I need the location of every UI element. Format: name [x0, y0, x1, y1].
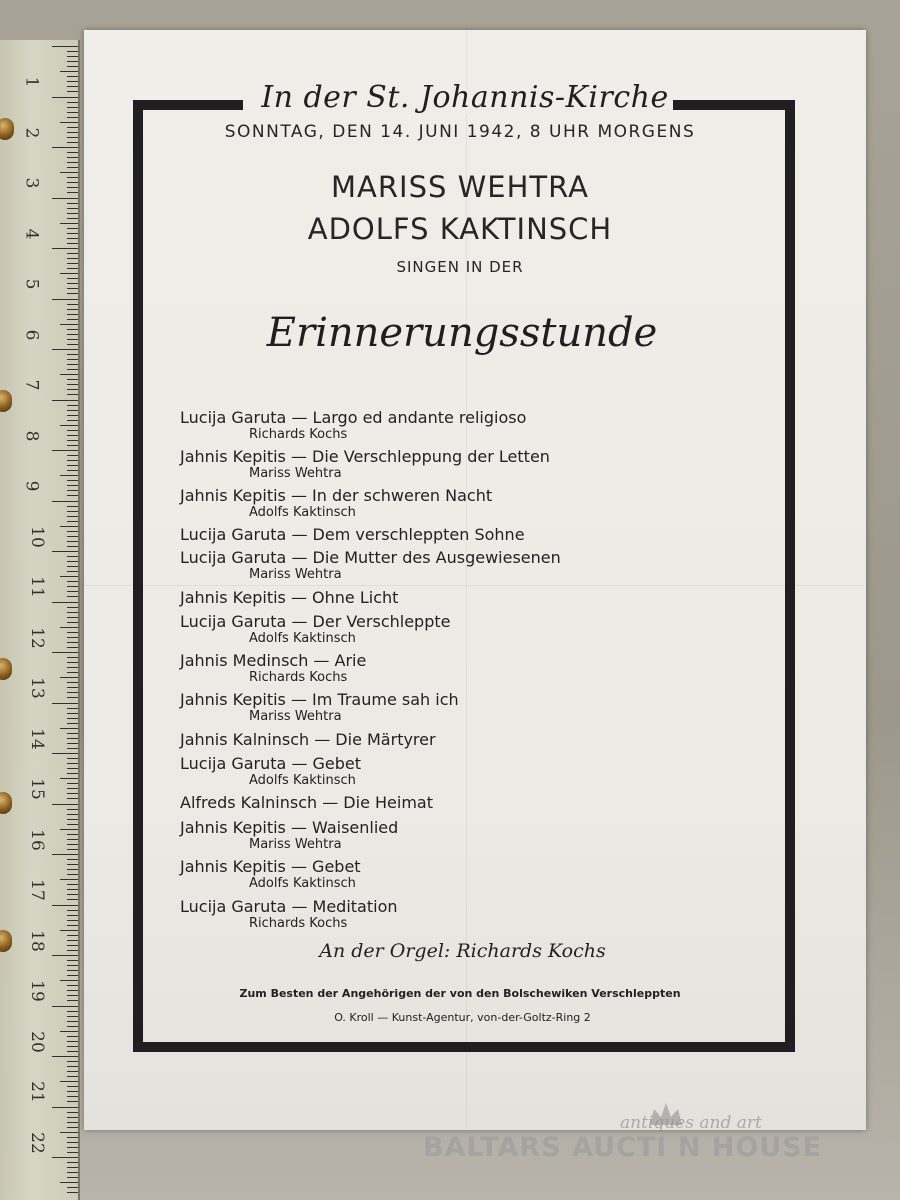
- ruler-tick: [67, 364, 78, 365]
- program-singer: Adolfs Kaktinsch: [249, 773, 356, 788]
- ruler-tick: [67, 682, 78, 683]
- ruler-tick: [67, 228, 78, 229]
- ruler-tick: [67, 465, 78, 466]
- ruler-tick: [67, 990, 78, 991]
- ruler-tick: [60, 172, 78, 173]
- ruler-tick: [67, 738, 78, 739]
- ruler-tick: [67, 192, 78, 193]
- program-singer: Mariss Wehtra: [249, 466, 342, 481]
- program-work: Jahnis Kepitis — Gebet: [180, 857, 361, 876]
- ruler-tick: [67, 420, 78, 421]
- ruler-tick: [67, 1162, 78, 1163]
- ruler-tick: [67, 167, 78, 168]
- ruler-tick: [67, 975, 78, 976]
- ruler-tick: [67, 344, 78, 345]
- ruler-tick: [67, 309, 78, 310]
- ruler-tick: [67, 814, 78, 815]
- ruler-tick: [67, 1076, 78, 1077]
- ruler-tick: [67, 213, 78, 214]
- ruler-tick: [67, 647, 78, 648]
- ruler-tick: [52, 804, 78, 805]
- ruler-tick: [60, 1182, 78, 1183]
- ruler-tick: [67, 162, 78, 163]
- ruler-tick: [67, 965, 78, 966]
- ruler-tick: [67, 607, 78, 608]
- program-work: Lucija Garuta — Meditation: [180, 897, 398, 916]
- ruler-tick: [67, 1192, 78, 1193]
- ruler-tick: [60, 374, 78, 375]
- singen-line: SINGEN IN DER: [396, 258, 524, 276]
- ruler-tick: [67, 137, 78, 138]
- program-work: Lucija Garuta — Gebet: [180, 754, 362, 773]
- ruler-tick: [67, 410, 78, 411]
- benefit-note: Zum Besten der Angehörigen der von den Bolschewiken Verschleppten: [239, 987, 681, 1000]
- ruler-tick: [67, 394, 78, 395]
- ruler-tick: [67, 1091, 78, 1092]
- ruler-tick: [67, 102, 78, 103]
- ruler-tick: [52, 450, 78, 451]
- ruler-tick: [52, 400, 78, 401]
- ruler-tick: [67, 889, 78, 890]
- ruler-tick: [67, 718, 78, 719]
- ruler-number: 3: [21, 177, 42, 189]
- ruler-tick: [52, 753, 78, 754]
- ruler-number: 7: [21, 379, 42, 391]
- program-work: Jahnis Kepitis — Waisenlied: [180, 818, 399, 837]
- ruler-tick: [52, 46, 78, 47]
- ruler-tick: [67, 283, 78, 284]
- watermark-brand: BALTARS AUCTI N HOUSE: [423, 1132, 823, 1163]
- ruler-tick: [60, 778, 78, 779]
- ruler-tick: [67, 440, 78, 441]
- ruler-tick: [67, 1011, 78, 1012]
- ruler-tick: [67, 758, 78, 759]
- ruler-tick: [67, 81, 78, 82]
- watermark-tagline: antiques and art: [620, 1113, 762, 1133]
- ruler-tick: [67, 834, 78, 835]
- ruler-tick: [67, 304, 78, 305]
- program-singer: Mariss Wehtra: [249, 837, 342, 852]
- ruler-tick: [52, 97, 78, 98]
- ruler-number: 20: [26, 1030, 47, 1053]
- ruler-tick: [67, 586, 78, 587]
- ruler-number: 13: [26, 677, 47, 699]
- ruler-tick: [52, 147, 78, 148]
- ruler-tick: [67, 243, 78, 244]
- ruler-tick: [67, 314, 78, 315]
- ruler-tick: [60, 273, 78, 274]
- ruler-number: 6: [21, 329, 42, 340]
- ruler-tick: [52, 1006, 78, 1007]
- ruler-tick: [67, 571, 78, 572]
- ruler-tick: [52, 854, 78, 855]
- ruler-tick: [67, 920, 78, 921]
- ruler-tick: [67, 56, 78, 57]
- ruler-tick: [67, 884, 78, 885]
- ruler-tick: [67, 238, 78, 239]
- ruler-number: 2: [21, 127, 42, 138]
- ruler-tick: [67, 415, 78, 416]
- program-work: Lucija Garuta — Der Verschleppte: [180, 612, 451, 631]
- program-singer: Adolfs Kaktinsch: [249, 876, 356, 891]
- ruler-tick: [67, 798, 78, 799]
- program-singer: Mariss Wehtra: [249, 709, 342, 724]
- ruler-tick: [67, 460, 78, 461]
- ruler-tick: [60, 627, 78, 628]
- ruler-tick: [67, 329, 78, 330]
- ruler-tick: [67, 697, 78, 698]
- ruler-tick: [67, 1122, 78, 1123]
- ruler-tick: [67, 112, 78, 113]
- ruler-number: 4: [21, 228, 42, 239]
- ruler-tick: [67, 869, 78, 870]
- ruler-tick: [60, 677, 78, 678]
- ruler-tick: [67, 384, 78, 385]
- ruler-tick: [67, 1066, 78, 1067]
- ruler-tick: [67, 359, 78, 360]
- ruler-tick: [67, 985, 78, 986]
- ruler-tick: [52, 299, 78, 300]
- ruler-tick: [67, 177, 78, 178]
- ruler-number: 17: [26, 879, 47, 901]
- ruler-tick: [67, 824, 78, 825]
- ruler-tick: [67, 389, 78, 390]
- ruler-tick: [52, 703, 78, 704]
- ruler-tick: [67, 278, 78, 279]
- ruler-tick: [60, 1031, 78, 1032]
- ruler-tick: [67, 894, 78, 895]
- ruler-tick: [67, 622, 78, 623]
- ruler-tick: [67, 91, 78, 92]
- program-work: Jahnis Kalninsch — Die Märtyrer: [180, 730, 436, 749]
- ruler-tick: [67, 117, 78, 118]
- program-work: Lucija Garuta — Dem verschleppten Sohne: [180, 525, 525, 544]
- ruler-tick: [67, 657, 78, 658]
- ruler-tick: [67, 516, 78, 517]
- ruler-tick: [67, 152, 78, 153]
- ruler-tick: [52, 349, 78, 350]
- agency-line: O. Kroll — Kunst-Agentur, von-der-Goltz-Ring 2: [334, 1011, 591, 1024]
- ruler-tick: [60, 223, 78, 224]
- ruler-tick: [67, 950, 78, 951]
- program-work: Jahnis Kepitis — Im Traume sah ich: [180, 690, 459, 709]
- ruler-number: 16: [26, 828, 47, 851]
- ruler-tick: [67, 1086, 78, 1087]
- ruler-tick: [67, 1026, 78, 1027]
- ruler-tick: [67, 773, 78, 774]
- ruler-tick: [67, 1142, 78, 1143]
- program-work: Jahnis Kepitis — Ohne Licht: [180, 588, 399, 607]
- ruler-tick: [67, 692, 78, 693]
- ruler-tick: [67, 480, 78, 481]
- ruler-tick: [60, 1132, 78, 1133]
- ruler-tick: [52, 501, 78, 502]
- ruler-tick: [67, 763, 78, 764]
- ruler-tick: [52, 905, 78, 906]
- ruler-tick: [67, 859, 78, 860]
- ruler-tick: [67, 1016, 78, 1017]
- ruler-tick: [67, 864, 78, 865]
- ruler-tick: [67, 1021, 78, 1022]
- ruler-tick: [52, 1107, 78, 1108]
- ruler-tick: [67, 339, 78, 340]
- ruler-tick: [67, 253, 78, 254]
- ruler-tick: [67, 1000, 78, 1001]
- ruler-tick: [67, 566, 78, 567]
- ruler-tick: [67, 1172, 78, 1173]
- ruler-number: 10: [26, 525, 47, 548]
- ruler-tick: [67, 940, 78, 941]
- ruler-tick: [67, 788, 78, 789]
- ruler-tick: [67, 506, 78, 507]
- performer-1: MARISS WEHTRA: [331, 170, 589, 204]
- event-title: Erinnerungsstunde: [266, 310, 658, 356]
- ruler-tick: [67, 723, 78, 724]
- ruler-tick: [67, 1127, 78, 1128]
- ruler-tick: [67, 1096, 78, 1097]
- ruler-tick: [67, 268, 78, 269]
- ruler-tick: [67, 581, 78, 582]
- ruler-tick: [67, 142, 78, 143]
- ruler-tick: [67, 591, 78, 592]
- program-work: Jahnis Kepitis — Die Verschleppung der Letten: [180, 447, 550, 466]
- program-work: Jahnis Medinsch — Arie: [180, 651, 367, 670]
- ruler-tick: [67, 874, 78, 875]
- ruler-tick: [67, 288, 78, 289]
- ruler-number: 1: [21, 76, 42, 88]
- ruler-tick: [67, 233, 78, 234]
- ruler-tick: [52, 1056, 78, 1057]
- ruler-tick: [60, 1081, 78, 1082]
- ruler-number: 8: [21, 430, 42, 441]
- ruler-tick: [67, 960, 78, 961]
- program-work: Lucija Garuta — Die Mutter des Ausgewiesenen: [180, 548, 561, 567]
- ruler-tick: [67, 511, 78, 512]
- ruler-tick: [52, 652, 78, 653]
- ruler-tick: [67, 258, 78, 259]
- measuring-ruler: [0, 40, 80, 1200]
- ruler-tick: [67, 51, 78, 52]
- church-title: In der St. Johannis-Kirche: [261, 80, 669, 115]
- ruler-tick: [60, 879, 78, 880]
- ruler-tick: [67, 642, 78, 643]
- ruler-tick: [67, 849, 78, 850]
- ruler-tick: [67, 819, 78, 820]
- ruler-tick: [67, 1137, 78, 1138]
- ruler-tick: [67, 490, 78, 491]
- ruler-tick: [67, 521, 78, 522]
- ruler-tick: [67, 203, 78, 204]
- ruler-tick: [67, 1147, 78, 1148]
- ruler-tick: [67, 899, 78, 900]
- ruler-tick: [67, 430, 78, 431]
- ruler-tick: [60, 71, 78, 72]
- ruler-tick: [67, 208, 78, 209]
- ruler-tick: [67, 596, 78, 597]
- ruler-tick: [52, 955, 78, 956]
- ruler-tick: [67, 925, 78, 926]
- ruler-tick: [67, 157, 78, 158]
- program-singer: Richards Kochs: [249, 916, 348, 931]
- ruler-number: 11: [26, 576, 47, 598]
- ruler-tick: [67, 1187, 78, 1188]
- ruler-tick: [67, 182, 78, 183]
- ruler-tick: [67, 293, 78, 294]
- ruler-tick: [60, 475, 78, 476]
- ruler-tick: [67, 495, 78, 496]
- ruler-number: 5: [21, 278, 42, 290]
- program-singer: Mariss Wehtra: [249, 567, 342, 582]
- ruler-tick: [60, 425, 78, 426]
- ruler-tick: [67, 935, 78, 936]
- ruler-tick: [67, 910, 78, 911]
- ruler-tick: [67, 66, 78, 67]
- ruler-tick: [60, 930, 78, 931]
- ruler-tick: [67, 61, 78, 62]
- ruler-tick: [67, 708, 78, 709]
- ruler-tick: [67, 405, 78, 406]
- ruler-tick: [67, 1101, 78, 1102]
- ruler-tick: [67, 612, 78, 613]
- ruler-number: 19: [26, 980, 47, 1002]
- ruler-tick: [60, 576, 78, 577]
- ruler-tick: [67, 556, 78, 557]
- organ-credit: An der Orgel: Richards Kochs: [319, 940, 606, 962]
- date-time: SONNTAG, DEN 14. JUNI 1942, 8 UHR MORGENS: [224, 122, 696, 142]
- ruler-tick: [67, 1167, 78, 1168]
- pin: [0, 118, 14, 140]
- ruler-tick: [67, 713, 78, 714]
- ruler-tick: [67, 672, 78, 673]
- ruler-tick: [52, 248, 78, 249]
- program-singer: Adolfs Kaktinsch: [249, 505, 356, 520]
- ruler-tick: [67, 546, 78, 547]
- ruler-tick: [67, 541, 78, 542]
- ruler-tick: [52, 198, 78, 199]
- ruler-tick: [67, 218, 78, 219]
- ruler-tick: [67, 1112, 78, 1113]
- ruler-number: 21: [26, 1081, 47, 1103]
- ruler-tick: [67, 687, 78, 688]
- ruler-tick: [67, 1036, 78, 1037]
- ruler-tick: [52, 602, 78, 603]
- ruler-tick: [67, 536, 78, 537]
- ruler-tick: [67, 485, 78, 486]
- ruler-tick: [67, 86, 78, 87]
- program-work: Jahnis Kepitis — In der schweren Nacht: [180, 486, 493, 505]
- ruler-tick: [67, 445, 78, 446]
- ruler-tick: [67, 632, 78, 633]
- ruler-tick: [67, 132, 78, 133]
- ruler-tick: [67, 743, 78, 744]
- ruler-tick: [67, 1152, 78, 1153]
- ruler-tick: [60, 980, 78, 981]
- ruler-tick: [67, 354, 78, 355]
- ruler-tick: [67, 748, 78, 749]
- ruler-tick: [67, 915, 78, 916]
- ruler-tick: [67, 455, 78, 456]
- program-work: Lucija Garuta — Largo ed andante religioso: [180, 408, 527, 427]
- ruler-tick: [67, 637, 78, 638]
- ruler-tick: [52, 1157, 78, 1158]
- program-singer: Richards Kochs: [249, 427, 348, 442]
- ruler-tick: [67, 1071, 78, 1072]
- ruler-tick: [67, 1046, 78, 1047]
- ruler-tick: [52, 551, 78, 552]
- ruler-tick: [60, 728, 78, 729]
- ruler-tick: [67, 263, 78, 264]
- ruler-tick: [67, 768, 78, 769]
- ruler-number: 12: [26, 626, 47, 649]
- ruler-tick: [67, 844, 78, 845]
- ruler-tick: [60, 122, 78, 123]
- ruler-tick: [67, 1177, 78, 1178]
- ruler-tick: [67, 1051, 78, 1052]
- ruler-tick: [67, 809, 78, 810]
- ruler-number: 14: [26, 727, 47, 750]
- program-singer: Adolfs Kaktinsch: [249, 631, 356, 646]
- ruler-tick: [67, 561, 78, 562]
- ruler-tick: [67, 76, 78, 77]
- program-singer: Richards Kochs: [249, 670, 348, 685]
- ruler-number: 22: [26, 1131, 47, 1154]
- ruler-tick: [67, 187, 78, 188]
- ruler-tick: [67, 793, 78, 794]
- ruler-tick: [67, 1117, 78, 1118]
- ruler-tick: [67, 334, 78, 335]
- ruler-tick: [67, 1041, 78, 1042]
- ruler-tick: [67, 470, 78, 471]
- ruler-tick: [67, 107, 78, 108]
- ruler-number: 18: [26, 929, 47, 952]
- ruler-tick: [67, 127, 78, 128]
- ruler-tick: [67, 369, 78, 370]
- ruler-number: 15: [26, 778, 47, 800]
- ruler-tick: [67, 662, 78, 663]
- ruler-tick: [67, 839, 78, 840]
- ruler-tick: [67, 531, 78, 532]
- program-work: Alfreds Kalninsch — Die Heimat: [180, 793, 433, 812]
- performer-2: ADOLFS KAKTINSCH: [307, 212, 613, 246]
- ruler-tick: [67, 970, 78, 971]
- ruler-tick: [67, 319, 78, 320]
- ruler-tick: [67, 1061, 78, 1062]
- ruler-tick: [67, 945, 78, 946]
- ruler-tick: [67, 667, 78, 668]
- ruler-tick: [67, 435, 78, 436]
- ruler-tick: [60, 324, 78, 325]
- ruler-tick: [67, 733, 78, 734]
- ruler-tick: [67, 379, 78, 380]
- ruler-tick: [67, 783, 78, 784]
- ruler-number: 9: [21, 480, 42, 492]
- ruler-tick: [67, 617, 78, 618]
- ruler-tick: [60, 829, 78, 830]
- ruler-tick: [60, 526, 78, 527]
- ruler-tick: [67, 995, 78, 996]
